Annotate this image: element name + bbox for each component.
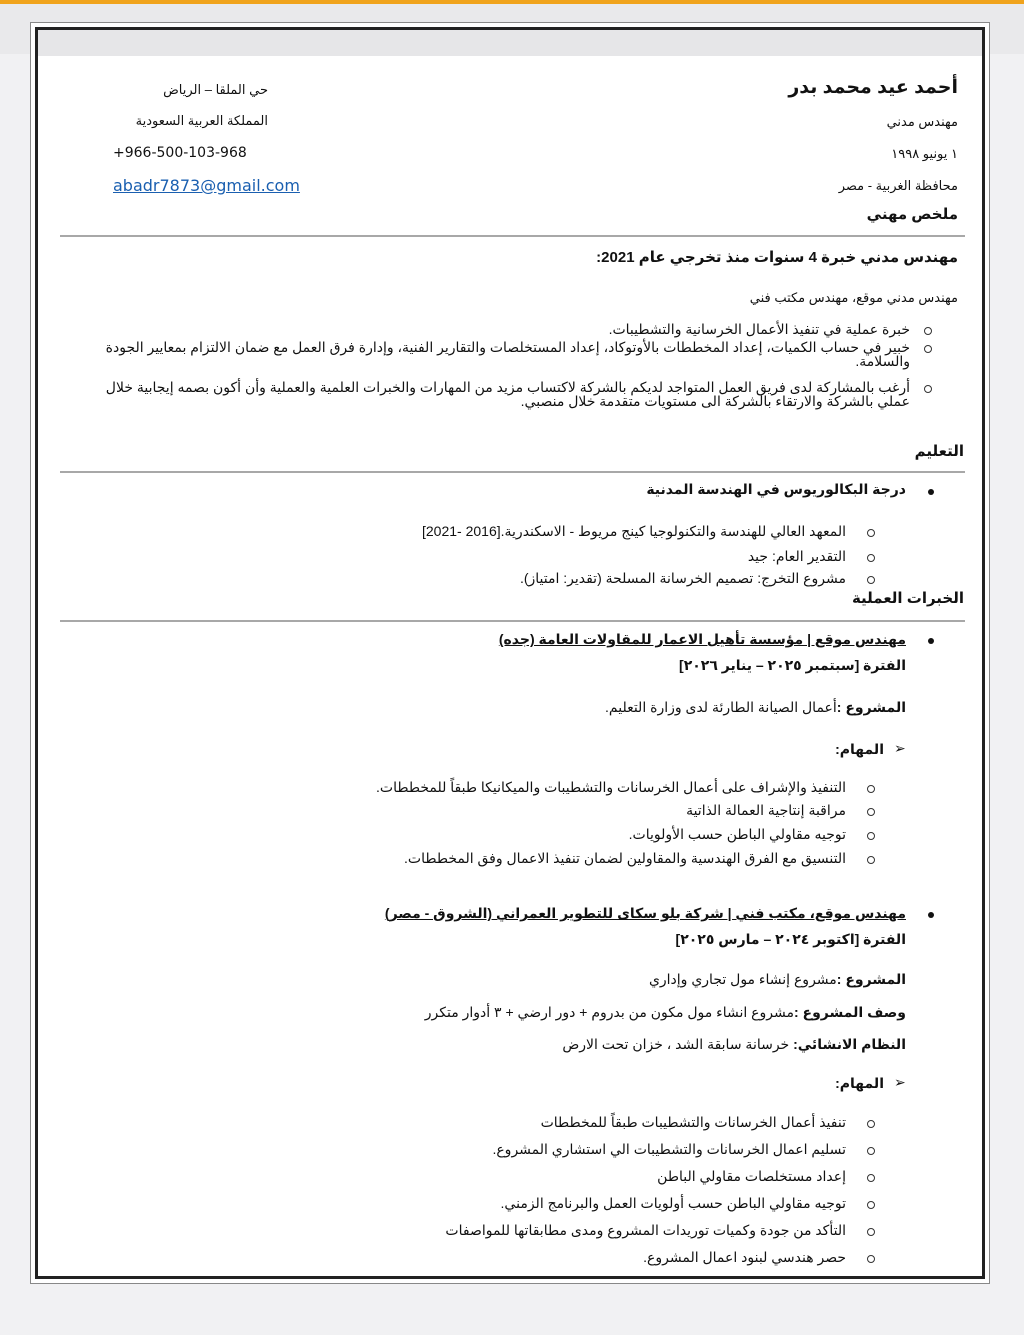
system-label: النظام الانشائي: — [793, 1036, 906, 1052]
job-2-description — [425, 1004, 906, 1021]
project-value: أعمال الصيانة الطارئة لدى وزارة التعليم. — [605, 699, 837, 715]
experience-rule — [60, 620, 965, 622]
bullet-circle — [867, 832, 875, 840]
job-title: مهندس مدني — [886, 114, 958, 129]
job-2-task: التأكد من جودة وكميات توريدات المشروع ومدى مطابقاتها للمواصفات — [445, 1222, 846, 1238]
email-link[interactable]: abadr7873@gmail.com — [113, 176, 300, 195]
bullet-circle — [867, 529, 875, 537]
summary-bullet-1: خبرة عملية في تنفيذ الأعمال الخرسانية والتشطيبات. — [608, 321, 910, 337]
job-1-task: التنسيق مع الفرق الهندسية والمقاولين لضمان تنفيذ الاعمال وفق المخططات. — [404, 850, 846, 866]
summary-rule — [60, 235, 965, 237]
bullet-circle — [924, 385, 932, 393]
phone: +966-500-103-968 — [113, 145, 247, 161]
bullet-dot — [928, 912, 934, 918]
education-heading: التعليم — [914, 443, 964, 460]
bullet-circle — [867, 1201, 875, 1209]
job-2-task: إعداد مستخلصات مقاولي الباطن — [657, 1168, 846, 1184]
job-2-task: تسليم اعمال الخرسانات والتشطيبات الي استشاري المشروع. — [492, 1141, 846, 1157]
bullet-circle — [867, 1228, 875, 1236]
job-1-period: الفترة [سبتمبر ٢٠٢٥ – يناير ٢٠٢٦] — [679, 657, 906, 673]
summary-bullet-2: خبير في حساب الكميات، إعداد المخططات بالأوتوكاد، إعداد المستخلصات والتقارير الفنية، وإدارة فرق العمل مع ضمان الالتزام بمعايير الجودة والسلامة. — [105, 339, 910, 369]
bullet-circle — [867, 1120, 875, 1128]
job-2-task: تنفيذ أعمال الخرسانات والتشطيبات طبقاً للمخططات — [540, 1114, 846, 1130]
job-2-project — [649, 971, 906, 988]
education-rule — [60, 471, 965, 473]
degree: درجة البكالوريوس في الهندسة المدنية — [646, 481, 906, 497]
job-1-task: التنفيذ والإشراف على أعمال الخرسانات والتشطيبات والميكانيكا طبقاً للمخططات. — [376, 779, 846, 795]
job-2-task: توجيه مقاولي الباطن حسب أولويات العمل والبرنامج الزمني. — [500, 1195, 846, 1211]
origin: محافظة الغربية - مصر — [838, 178, 958, 193]
bullet-circle — [924, 327, 932, 335]
bullet-circle — [867, 1255, 875, 1263]
person-name: أحمد عيد محمد بدر — [788, 77, 958, 98]
birth-date: ١ يونيو ١٩٩٨ — [891, 146, 958, 161]
summary-lead: مهندس مدني خبرة 4 سنوات منذ تخرجي عام 2021: — [596, 249, 958, 266]
job-2-tasks-label: المهام: — [835, 1075, 884, 1091]
bullet-circle — [924, 345, 932, 353]
job-2-period: الفترة [اكتوبر ٢٠٢٤ – مارس ٢٠٢٥] — [675, 931, 906, 947]
project-label: المشروع : — [836, 699, 906, 715]
bullet-circle — [867, 554, 875, 562]
job-2-task: حصر هندسي لبنود اعمال المشروع. — [643, 1249, 846, 1265]
job-1-project — [605, 699, 906, 716]
bullet-circle — [867, 1174, 875, 1182]
summary-heading: ملخص مهني — [866, 206, 958, 223]
job-1-task: توجيه مقاولي الباطن حسب الأولويات. — [628, 826, 846, 842]
project-label: المشروع : — [836, 971, 906, 987]
arrow-bullet-icon: ➢ — [894, 1074, 906, 1090]
bullet-circle — [867, 856, 875, 864]
job-1-title: مهندس موقع | مؤسسة تأهيل الاعمار للمقاولات العامة (جده) — [498, 631, 906, 647]
project-value: مشروع إنشاء مول تجاري وإداري — [648, 971, 837, 987]
bullet-circle — [867, 785, 875, 793]
bullet-dot — [928, 638, 934, 644]
job-2-system — [562, 1036, 906, 1053]
job-1-tasks-label: المهام: — [835, 741, 884, 757]
bullet-dot — [928, 489, 934, 495]
page-header-band — [38, 30, 982, 56]
country: المملكة العربية السعودية — [135, 113, 268, 128]
education-item-1: المعهد العالي للهندسة والتكنولوجيا كينج مريوط - الاسكندرية.[2016 -2021] — [421, 523, 846, 539]
job-1-task: مراقبة إنتاجية العمالة الذاتية — [686, 802, 846, 818]
summary-bullet-3: أرغب بالمشاركة لدى فريق العمل المتواجد لديكم بالشركة لاكتساب مزيد من المهارات والخبرات العلمية والعملية وأن أكون بصمه إيجابية خلال عملي بالشركة والارتقاء بالشركة الى مستويات متقدمة خلال منصبي. — [105, 379, 910, 409]
arrow-bullet-icon: ➢ — [894, 740, 906, 756]
address: حي الملقا – الرياض — [163, 82, 268, 97]
bullet-circle — [867, 1147, 875, 1155]
description-label: وصف المشروع : — [793, 1004, 906, 1020]
education-item-3: مشروع التخرج: تصميم الخرسانة المسلحة (تقدير: امتياز). — [519, 570, 846, 586]
job-2-title: مهندس موقع، مكتب فني | شركة بلو سكاى للتطوير العمراني (الشروق - مصر) — [384, 905, 906, 921]
summary-roles: مهندس مدني موقع، مهندس مكتب فني — [749, 290, 958, 305]
description-value: مشروع انشاء مول مكون من بدروم + دور ارضي + ٣ أدوار متكرر — [424, 1004, 794, 1020]
system-value: خرسانة سابقة الشد ، خزان تحت الارض — [562, 1036, 794, 1052]
bullet-circle — [867, 808, 875, 816]
experience-heading: الخبرات العملية — [851, 590, 964, 607]
bullet-circle — [867, 576, 875, 584]
education-item-2: التقدير العام: جيد — [747, 548, 846, 564]
